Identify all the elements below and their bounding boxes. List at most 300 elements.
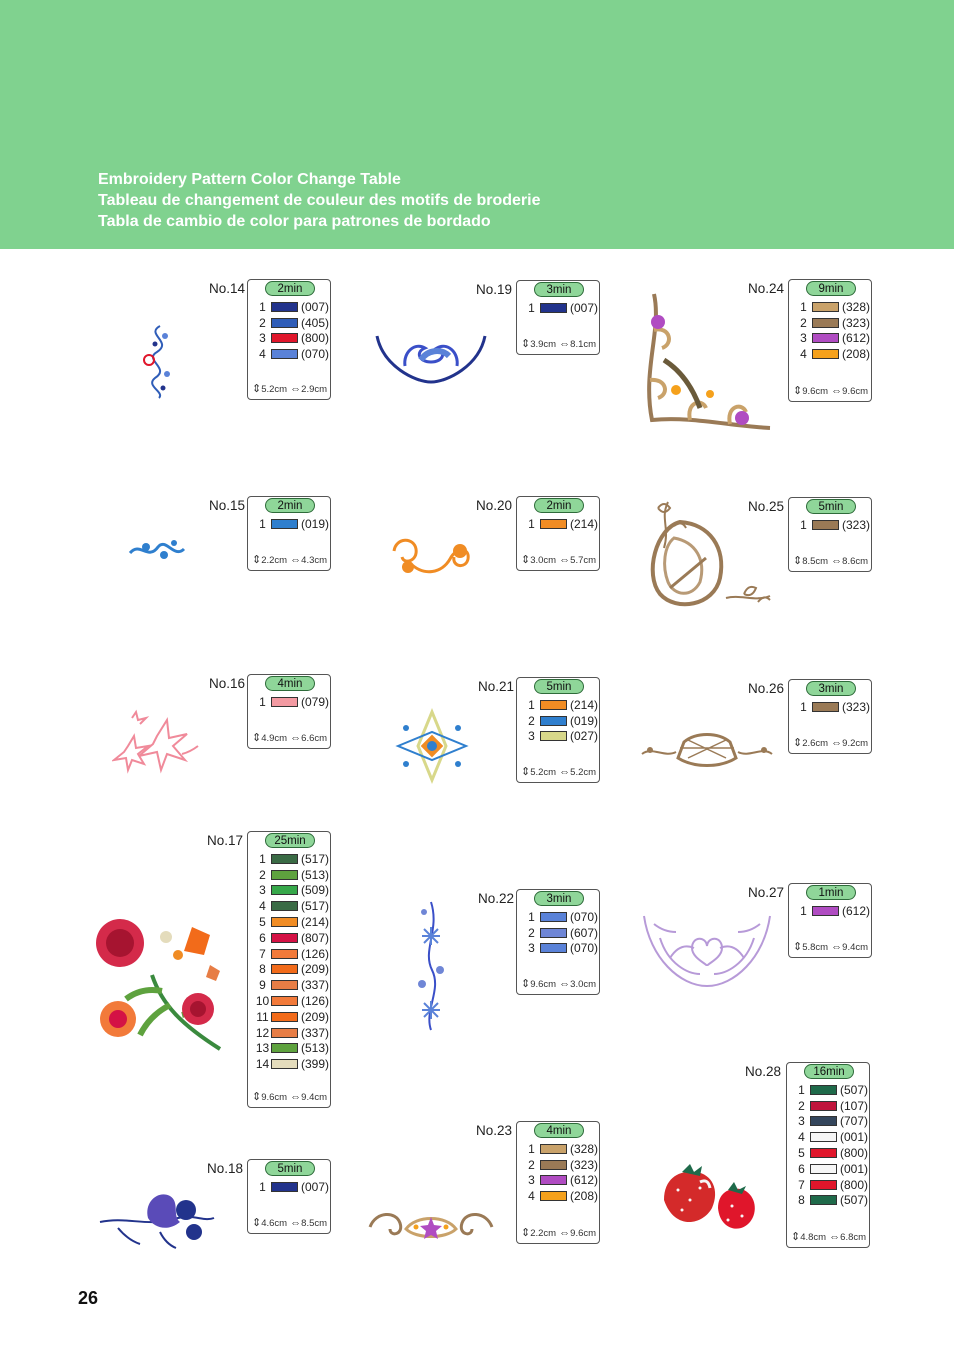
- pattern-15-color-table: [247, 496, 331, 571]
- thread-code: (328): [570, 1141, 599, 1156]
- sewing-time-badge: 25min: [265, 833, 315, 848]
- color-list: [255, 694, 329, 710]
- thread-color-swatch: [271, 349, 298, 359]
- thread-code: (209): [301, 962, 330, 977]
- color-order: 3: [259, 883, 266, 898]
- color-order: 1: [800, 517, 807, 532]
- pattern-24-number: No.24: [748, 281, 785, 296]
- width-arrow-icon: ⇔: [828, 737, 843, 749]
- thread-color-swatch: [810, 1195, 837, 1205]
- pattern-18-number: No.18: [207, 1161, 244, 1176]
- color-order: 11: [256, 1009, 269, 1024]
- pattern-size: [521, 553, 596, 566]
- pattern-20-image: [390, 533, 472, 579]
- color-order: 2: [259, 315, 266, 330]
- color-row: [255, 977, 329, 993]
- thread-color-swatch: [540, 1144, 567, 1154]
- pattern-height: 4.8cm: [800, 1232, 827, 1243]
- color-row: [524, 925, 598, 941]
- height-arrow-icon: ⇕: [793, 555, 803, 567]
- pattern-height: 5.2cm: [261, 384, 288, 395]
- thread-color-swatch: [810, 1148, 837, 1158]
- color-row: [524, 729, 598, 745]
- height-arrow-icon: ⇕: [252, 554, 262, 566]
- color-order: 1: [528, 909, 535, 924]
- thread-color-swatch: [540, 731, 567, 741]
- color-list: [524, 697, 598, 744]
- color-order: 2: [259, 867, 266, 882]
- pattern-22-color-table: [516, 889, 600, 995]
- pattern-height: 9.6cm: [802, 386, 829, 397]
- thread-color-swatch: [810, 1101, 837, 1111]
- pattern-16-color-table: [247, 674, 331, 749]
- color-order: 2: [528, 925, 535, 940]
- color-row: [794, 1082, 868, 1098]
- pattern-size: [252, 553, 327, 566]
- thread-color-swatch: [271, 870, 298, 880]
- thread-color-swatch: [271, 949, 298, 959]
- color-row: [524, 1173, 598, 1189]
- thread-color-swatch: [812, 520, 839, 530]
- thread-code: (214): [570, 516, 599, 531]
- thread-code: (007): [301, 1179, 330, 1194]
- thread-code: (612): [570, 1173, 599, 1188]
- thread-code: (126): [301, 994, 330, 1009]
- thread-code: (214): [570, 697, 599, 712]
- pattern-14-number: No.14: [209, 281, 246, 296]
- pattern-width: 3.0cm: [570, 979, 597, 990]
- thread-code: (107): [840, 1098, 869, 1113]
- pattern-height: 4.9cm: [261, 733, 288, 744]
- thread-color-swatch: [810, 1164, 837, 1174]
- color-row: [255, 993, 329, 1009]
- pattern-width: 9.4cm: [842, 942, 869, 953]
- thread-code: (007): [570, 300, 599, 315]
- color-order: 1: [259, 694, 266, 709]
- color-row: [524, 516, 598, 532]
- color-row: [796, 299, 870, 315]
- color-row: [794, 1193, 868, 1209]
- thread-code: (323): [842, 699, 871, 714]
- thread-color-swatch: [271, 980, 298, 990]
- thread-code: (070): [301, 347, 330, 362]
- pattern-width: 8.1cm: [570, 339, 597, 350]
- thread-color-swatch: [271, 933, 298, 943]
- height-arrow-icon: ⇕: [252, 383, 262, 395]
- thread-color-swatch: [540, 303, 567, 313]
- sewing-time-badge: 5min: [265, 1161, 315, 1176]
- color-order: 6: [259, 930, 266, 945]
- color-row: [796, 699, 870, 715]
- pattern-width: 8.6cm: [842, 556, 869, 567]
- pattern-height: 9.6cm: [261, 1092, 288, 1103]
- color-order: 8: [259, 962, 266, 977]
- thread-code: (328): [842, 299, 871, 314]
- color-list: [796, 699, 870, 715]
- color-order: 1: [800, 903, 807, 918]
- pattern-width: 9.2cm: [842, 738, 869, 749]
- thread-code: (323): [570, 1157, 599, 1172]
- color-row: [796, 315, 870, 331]
- color-list: [794, 1082, 868, 1208]
- thread-color-swatch: [810, 1085, 837, 1095]
- width-arrow-icon: ⇔: [826, 1231, 841, 1243]
- color-row: [255, 867, 329, 883]
- thread-color-swatch: [271, 1182, 298, 1192]
- color-row: [524, 697, 598, 713]
- color-row: [255, 1041, 329, 1057]
- pattern-height: 5.8cm: [802, 942, 829, 953]
- color-order: 1: [259, 299, 266, 314]
- sewing-time-badge: 2min: [265, 281, 315, 296]
- pattern-width: 4.3cm: [301, 555, 328, 566]
- thread-color-swatch: [271, 1059, 298, 1069]
- pattern-size: [793, 384, 868, 397]
- color-order: 7: [798, 1177, 805, 1192]
- pattern-16-image: [112, 706, 202, 776]
- color-list: [796, 903, 870, 919]
- pattern-20-number: No.20: [476, 498, 513, 513]
- thread-code: (001): [840, 1161, 869, 1176]
- thread-color-swatch: [812, 349, 839, 359]
- color-row: [255, 331, 329, 347]
- color-row: [524, 909, 598, 925]
- thread-code: (800): [301, 331, 330, 346]
- color-order: 14: [255, 1057, 270, 1072]
- pattern-size: [793, 940, 868, 953]
- color-list: [524, 516, 598, 532]
- pattern-19-image: [375, 330, 487, 386]
- thread-color-swatch: [810, 1132, 837, 1142]
- thread-color-swatch: [271, 917, 298, 927]
- sewing-time-badge: 1min: [806, 885, 856, 900]
- thread-code: (507): [840, 1082, 869, 1097]
- width-arrow-icon: ⇔: [287, 1217, 302, 1229]
- color-list: [255, 516, 329, 532]
- thread-color-swatch: [540, 928, 567, 938]
- pattern-27-image: [640, 908, 774, 992]
- height-arrow-icon: ⇕: [793, 385, 803, 397]
- color-list: [524, 909, 598, 956]
- thread-code: (513): [301, 867, 330, 882]
- pattern-21-image: [394, 708, 470, 784]
- pattern-19-color-table: [516, 280, 600, 355]
- pattern-17-color-table: [247, 831, 331, 1108]
- thread-color-swatch: [540, 519, 567, 529]
- color-row: [255, 851, 329, 867]
- thread-code: (707): [840, 1114, 869, 1129]
- sewing-time-badge: 4min: [265, 676, 315, 691]
- color-list: [255, 851, 329, 1072]
- thread-code: (007): [301, 299, 330, 314]
- pattern-width: 5.7cm: [570, 555, 597, 566]
- thread-code: (001): [840, 1130, 869, 1145]
- thread-color-swatch: [540, 1175, 567, 1185]
- pattern-size: [252, 382, 327, 395]
- color-list: [524, 300, 598, 316]
- width-arrow-icon: ⇔: [556, 1227, 571, 1239]
- width-arrow-icon: ⇔: [287, 732, 302, 744]
- thread-color-swatch: [271, 302, 298, 312]
- thread-code: (027): [570, 729, 599, 744]
- color-order: 1: [528, 300, 535, 315]
- color-order: 7: [259, 946, 266, 961]
- color-order: 5: [798, 1146, 805, 1161]
- color-row: [255, 930, 329, 946]
- pattern-27-number: No.27: [748, 885, 785, 900]
- pattern-width: 2.9cm: [301, 384, 328, 395]
- pattern-width: 5.2cm: [570, 767, 597, 778]
- color-order: 4: [259, 347, 266, 362]
- color-row: [524, 1157, 598, 1173]
- pattern-size: [793, 554, 868, 567]
- height-arrow-icon: ⇕: [521, 554, 531, 566]
- thread-code: (337): [301, 1025, 330, 1040]
- color-row: [255, 315, 329, 331]
- color-row: [524, 1188, 598, 1204]
- color-row: [524, 713, 598, 729]
- color-order: 1: [259, 516, 266, 531]
- title-english: Embroidery Pattern Color Change Table: [98, 171, 401, 188]
- thread-color-swatch: [540, 912, 567, 922]
- color-order: 2: [528, 1157, 535, 1172]
- pattern-28-number: No.28: [745, 1064, 782, 1079]
- thread-color-swatch: [812, 302, 839, 312]
- color-list: [796, 299, 870, 362]
- pattern-25-number: No.25: [748, 499, 785, 514]
- thread-color-swatch: [271, 519, 298, 529]
- height-arrow-icon: ⇕: [252, 1217, 262, 1229]
- pattern-height: 3.0cm: [530, 555, 557, 566]
- color-order: 3: [259, 331, 266, 346]
- thread-code: (807): [301, 930, 330, 945]
- thread-code: (079): [301, 694, 330, 709]
- pattern-24-image: [640, 290, 774, 432]
- color-row: [255, 694, 329, 710]
- color-row: [255, 898, 329, 914]
- color-row: [796, 346, 870, 362]
- thread-color-swatch: [271, 996, 298, 1006]
- color-list: [255, 299, 329, 362]
- width-arrow-icon: ⇔: [556, 338, 571, 350]
- height-arrow-icon: ⇕: [252, 1091, 262, 1103]
- thread-color-swatch: [271, 1012, 298, 1022]
- pattern-24-color-table: [788, 279, 872, 402]
- title-block: [98, 169, 540, 232]
- pattern-height: 8.5cm: [802, 556, 829, 567]
- color-row: [255, 1179, 329, 1195]
- thread-color-swatch: [810, 1180, 837, 1190]
- color-row: [255, 883, 329, 899]
- pattern-14-image: [135, 322, 180, 400]
- pattern-28-image: [656, 1160, 760, 1236]
- pattern-width: 9.4cm: [301, 1092, 328, 1103]
- color-order: 1: [798, 1082, 805, 1097]
- pattern-height: 4.6cm: [261, 1218, 288, 1229]
- color-row: [255, 1056, 329, 1072]
- color-order: 9: [259, 978, 266, 993]
- thread-code: (507): [840, 1193, 869, 1208]
- thread-code: (612): [842, 331, 871, 346]
- thread-color-swatch: [812, 333, 839, 343]
- color-list: [796, 517, 870, 533]
- height-arrow-icon: ⇕: [793, 941, 803, 953]
- color-list: [524, 1141, 598, 1204]
- thread-code: (513): [301, 1041, 330, 1056]
- pattern-height: 2.2cm: [261, 555, 288, 566]
- sewing-time-badge: 5min: [806, 499, 856, 514]
- pattern-size: [521, 977, 596, 990]
- color-row: [255, 516, 329, 532]
- pattern-size: [521, 765, 596, 778]
- pattern-26-number: No.26: [748, 681, 785, 696]
- color-order: 3: [528, 729, 535, 744]
- sewing-time-badge: 16min: [804, 1064, 854, 1079]
- pattern-25-color-table: [788, 497, 872, 572]
- thread-color-swatch: [540, 700, 567, 710]
- width-arrow-icon: ⇔: [828, 385, 843, 397]
- thread-code: (323): [842, 315, 871, 330]
- color-order: 4: [528, 1189, 535, 1204]
- thread-code: (509): [301, 883, 330, 898]
- pattern-height: 9.6cm: [530, 979, 557, 990]
- thread-color-swatch: [812, 906, 839, 916]
- thread-code: (607): [570, 925, 599, 940]
- color-order: 13: [255, 1041, 270, 1056]
- color-row: [524, 941, 598, 957]
- thread-color-swatch: [812, 702, 839, 712]
- thread-color-swatch: [812, 318, 839, 328]
- pattern-20-color-table: [516, 496, 600, 571]
- pattern-height: 2.6cm: [802, 738, 829, 749]
- pattern-19-number: No.19: [476, 282, 513, 297]
- thread-color-swatch: [810, 1116, 837, 1126]
- thread-color-swatch: [540, 1160, 567, 1170]
- width-arrow-icon: ⇔: [556, 766, 571, 778]
- pattern-25-image: [640, 498, 774, 620]
- width-arrow-icon: ⇔: [556, 554, 571, 566]
- height-arrow-icon: ⇕: [252, 732, 262, 744]
- width-arrow-icon: ⇔: [287, 554, 302, 566]
- thread-code: (070): [570, 909, 599, 924]
- thread-color-swatch: [271, 885, 298, 895]
- thread-color-swatch: [540, 716, 567, 726]
- pattern-28-color-table: [786, 1062, 870, 1248]
- thread-code: (019): [301, 516, 330, 531]
- thread-color-swatch: [540, 1191, 567, 1201]
- color-row: [796, 517, 870, 533]
- color-order: 4: [800, 347, 807, 362]
- color-order: 3: [528, 941, 535, 956]
- color-row: [255, 299, 329, 315]
- color-row: [794, 1177, 868, 1193]
- sewing-time-badge: 3min: [534, 282, 584, 297]
- header-banner: [0, 0, 954, 249]
- width-arrow-icon: ⇔: [556, 978, 571, 990]
- thread-code: (405): [301, 315, 330, 330]
- pattern-height: 2.2cm: [530, 1228, 557, 1239]
- pattern-18-color-table: [247, 1159, 331, 1234]
- color-order: 4: [259, 899, 266, 914]
- width-arrow-icon: ⇔: [287, 1091, 302, 1103]
- thread-color-swatch: [271, 964, 298, 974]
- sewing-time-badge: 9min: [806, 281, 856, 296]
- thread-color-swatch: [271, 854, 298, 864]
- thread-color-swatch: [271, 901, 298, 911]
- height-arrow-icon: ⇕: [791, 1231, 801, 1243]
- pattern-width: 6.8cm: [840, 1232, 867, 1243]
- pattern-23-number: No.23: [476, 1123, 513, 1138]
- color-row: [794, 1161, 868, 1177]
- thread-code: (399): [301, 1057, 330, 1072]
- height-arrow-icon: ⇕: [521, 978, 531, 990]
- thread-code: (337): [301, 978, 330, 993]
- sewing-time-badge: 2min: [265, 498, 315, 513]
- color-row: [794, 1098, 868, 1114]
- color-order: 2: [798, 1098, 805, 1113]
- color-row: [255, 1009, 329, 1025]
- pattern-size: [252, 1090, 327, 1103]
- pattern-size: [521, 337, 596, 350]
- pattern-15-number: No.15: [209, 498, 246, 513]
- thread-code: (214): [301, 915, 330, 930]
- color-order: 1: [259, 1179, 266, 1194]
- color-order: 3: [528, 1173, 535, 1188]
- pattern-17-image: [92, 915, 222, 1053]
- thread-code: (517): [301, 851, 330, 866]
- pattern-26-color-table: [788, 679, 872, 754]
- thread-code: (612): [842, 903, 871, 918]
- color-row: [255, 346, 329, 362]
- thread-code: (208): [842, 347, 871, 362]
- title-french: Tableau de changement de couleur des motifs de broderie: [98, 192, 541, 209]
- pattern-23-color-table: [516, 1121, 600, 1244]
- pattern-size: [252, 731, 327, 744]
- color-order: 1: [528, 1141, 535, 1156]
- pattern-height: 5.2cm: [530, 767, 557, 778]
- color-order: 3: [798, 1114, 805, 1129]
- pattern-22-number: No.22: [478, 891, 515, 906]
- thread-code: (070): [570, 941, 599, 956]
- color-list: [255, 1179, 329, 1195]
- pattern-size: [521, 1226, 596, 1239]
- sewing-time-badge: 5min: [534, 679, 584, 694]
- pattern-size: [791, 1230, 866, 1243]
- thread-color-swatch: [540, 943, 567, 953]
- thread-color-swatch: [271, 1028, 298, 1038]
- pattern-width: 9.6cm: [570, 1228, 597, 1239]
- height-arrow-icon: ⇕: [521, 338, 531, 350]
- thread-code: (800): [840, 1177, 869, 1192]
- color-row: [255, 946, 329, 962]
- color-row: [796, 331, 870, 347]
- height-arrow-icon: ⇕: [521, 766, 531, 778]
- color-order: 5: [259, 915, 266, 930]
- color-row: [796, 903, 870, 919]
- title-spanish: Tabla de cambio de color para patrones de bordado: [98, 213, 491, 230]
- thread-code: (019): [570, 713, 599, 728]
- thread-code: (208): [570, 1189, 599, 1204]
- color-order: 1: [800, 299, 807, 314]
- color-order: 10: [255, 994, 270, 1009]
- color-order: 2: [528, 713, 535, 728]
- pattern-size: [252, 1216, 327, 1229]
- pattern-width: 6.6cm: [301, 733, 328, 744]
- color-order: 1: [528, 697, 535, 712]
- color-row: [794, 1145, 868, 1161]
- thread-code: (323): [842, 517, 871, 532]
- width-arrow-icon: ⇔: [828, 941, 843, 953]
